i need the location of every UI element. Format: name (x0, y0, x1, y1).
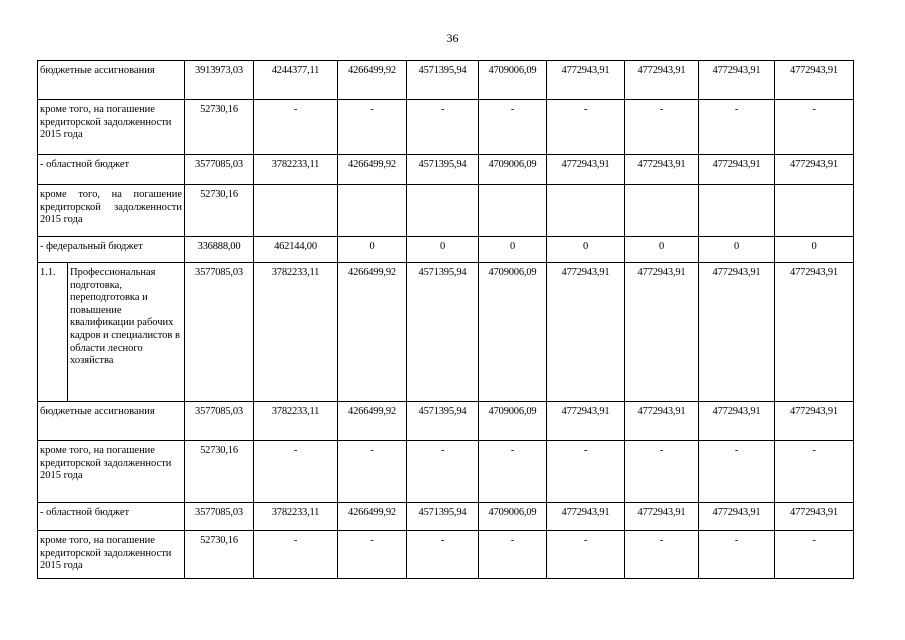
value-cell: - (254, 531, 338, 579)
table-row (38, 61, 854, 100)
value-cell: - (775, 100, 854, 155)
row-label: кроме того, на погашение кредиторской задолженности 2015 года (38, 441, 185, 503)
value-cell (775, 185, 854, 237)
value-cell: - (775, 441, 854, 503)
table-row (38, 531, 854, 579)
value-cell: - (254, 441, 338, 503)
value-cell: 4772943,91 (699, 503, 775, 531)
value-cell: 52730,16 (185, 100, 254, 155)
table-row (38, 237, 854, 263)
value-cell: - (479, 531, 547, 579)
value-cell: 3577085,03 (185, 155, 254, 185)
value-cell: 4772943,91 (547, 61, 625, 100)
value-cell: - (547, 531, 625, 579)
value-cell: 3782233,11 (254, 402, 338, 441)
value-cell: 4571395,94 (407, 61, 479, 100)
value-cell: 3577085,03 (185, 402, 254, 441)
value-cell: 4266499,92 (338, 263, 407, 402)
table-row (38, 263, 854, 402)
value-cell: 3577085,03 (185, 503, 254, 531)
value-cell: 0 (699, 237, 775, 263)
row-label: кроме того, на погашение кредиторской задолженности 2015 года (38, 100, 185, 155)
value-cell: 4772943,91 (775, 263, 854, 402)
value-cell: - (625, 531, 699, 579)
value-cell: 0 (547, 237, 625, 263)
value-cell: - (699, 531, 775, 579)
value-cell: 0 (775, 237, 854, 263)
value-cell: - (407, 441, 479, 503)
value-cell: 4772943,91 (699, 155, 775, 185)
value-cell: - (407, 531, 479, 579)
value-cell: 4772943,91 (625, 503, 699, 531)
value-cell: 4571395,94 (407, 503, 479, 531)
value-cell: 4772943,91 (699, 263, 775, 402)
value-cell (338, 185, 407, 237)
value-cell: - (254, 100, 338, 155)
value-cell: 462144,00 (254, 237, 338, 263)
row-label: бюджетные ассигнования (38, 61, 185, 100)
row-label: бюджетные ассигнования (38, 402, 185, 441)
row-code: 1.1. (38, 263, 68, 402)
value-cell: 4772943,91 (625, 61, 699, 100)
value-cell: 4772943,91 (625, 155, 699, 185)
value-cell (547, 185, 625, 237)
value-cell: 4266499,92 (338, 503, 407, 531)
table-row (38, 185, 854, 237)
value-cell: 3782233,11 (254, 155, 338, 185)
value-cell (254, 185, 338, 237)
value-cell (479, 185, 547, 237)
row-label: - областной бюджет (38, 155, 185, 185)
value-cell (407, 185, 479, 237)
value-cell: 336888,00 (185, 237, 254, 263)
row-label: - областной бюджет (38, 503, 185, 531)
value-cell: 4571395,94 (407, 155, 479, 185)
value-cell: 3913973,03 (185, 61, 254, 100)
value-cell: 3782233,11 (254, 503, 338, 531)
row-label: - федеральный бюджет (38, 237, 185, 263)
value-cell: 4772943,91 (547, 263, 625, 402)
value-cell: 4772943,91 (775, 503, 854, 531)
value-cell (699, 185, 775, 237)
value-cell: 4244377,11 (254, 61, 338, 100)
value-cell: 0 (625, 237, 699, 263)
table-row (38, 155, 854, 185)
value-cell: 4772943,91 (699, 61, 775, 100)
value-cell: - (479, 100, 547, 155)
value-cell: 0 (479, 237, 547, 263)
row-label: Профессиональная подготовка, переподготовка и повышение квалификации рабочих кадров и специалистов в области лесного хозяйства (68, 263, 185, 402)
value-cell: 4772943,91 (775, 155, 854, 185)
value-cell: - (699, 100, 775, 155)
table-row (38, 100, 854, 155)
value-cell: 4772943,91 (547, 402, 625, 441)
page-number: 36 (446, 31, 459, 45)
budget-table (37, 60, 854, 579)
table-row (38, 441, 854, 503)
value-cell: 4772943,91 (775, 402, 854, 441)
value-cell: 3577085,03 (185, 263, 254, 402)
value-cell: 4772943,91 (625, 402, 699, 441)
value-cell: - (547, 100, 625, 155)
value-cell: 4772943,91 (547, 155, 625, 185)
value-cell: 52730,16 (185, 185, 254, 237)
value-cell: - (338, 100, 407, 155)
value-cell: 4571395,94 (407, 263, 479, 402)
table-row (38, 503, 854, 531)
value-cell: - (338, 531, 407, 579)
value-cell: - (625, 441, 699, 503)
table-row (38, 402, 854, 441)
table-body (38, 61, 854, 579)
value-cell: - (479, 441, 547, 503)
value-cell: 4709006,09 (479, 61, 547, 100)
value-cell: 4266499,92 (338, 402, 407, 441)
value-cell (625, 185, 699, 237)
row-label: кроме того, на погашение кредиторской задолженности 2015 года (38, 531, 185, 579)
value-cell: 4709006,09 (479, 263, 547, 402)
value-cell: 4266499,92 (338, 155, 407, 185)
value-cell: - (699, 441, 775, 503)
value-cell: 4709006,09 (479, 402, 547, 441)
value-cell: - (775, 531, 854, 579)
value-cell: - (625, 100, 699, 155)
value-cell: 4772943,91 (699, 402, 775, 441)
value-cell: 4772943,91 (547, 503, 625, 531)
value-cell: 4772943,91 (625, 263, 699, 402)
value-cell: 4772943,91 (775, 61, 854, 100)
value-cell: 52730,16 (185, 441, 254, 503)
value-cell: 52730,16 (185, 531, 254, 579)
value-cell: 0 (407, 237, 479, 263)
value-cell: 3782233,11 (254, 263, 338, 402)
value-cell: - (407, 100, 479, 155)
value-cell: 0 (338, 237, 407, 263)
value-cell: - (338, 441, 407, 503)
row-label: кроме того, на погашение кредиторской задолженности 2015 года (38, 185, 185, 237)
value-cell: 4709006,09 (479, 503, 547, 531)
value-cell: 4571395,94 (407, 402, 479, 441)
value-cell: 4266499,92 (338, 61, 407, 100)
value-cell: 4709006,09 (479, 155, 547, 185)
value-cell: - (547, 441, 625, 503)
